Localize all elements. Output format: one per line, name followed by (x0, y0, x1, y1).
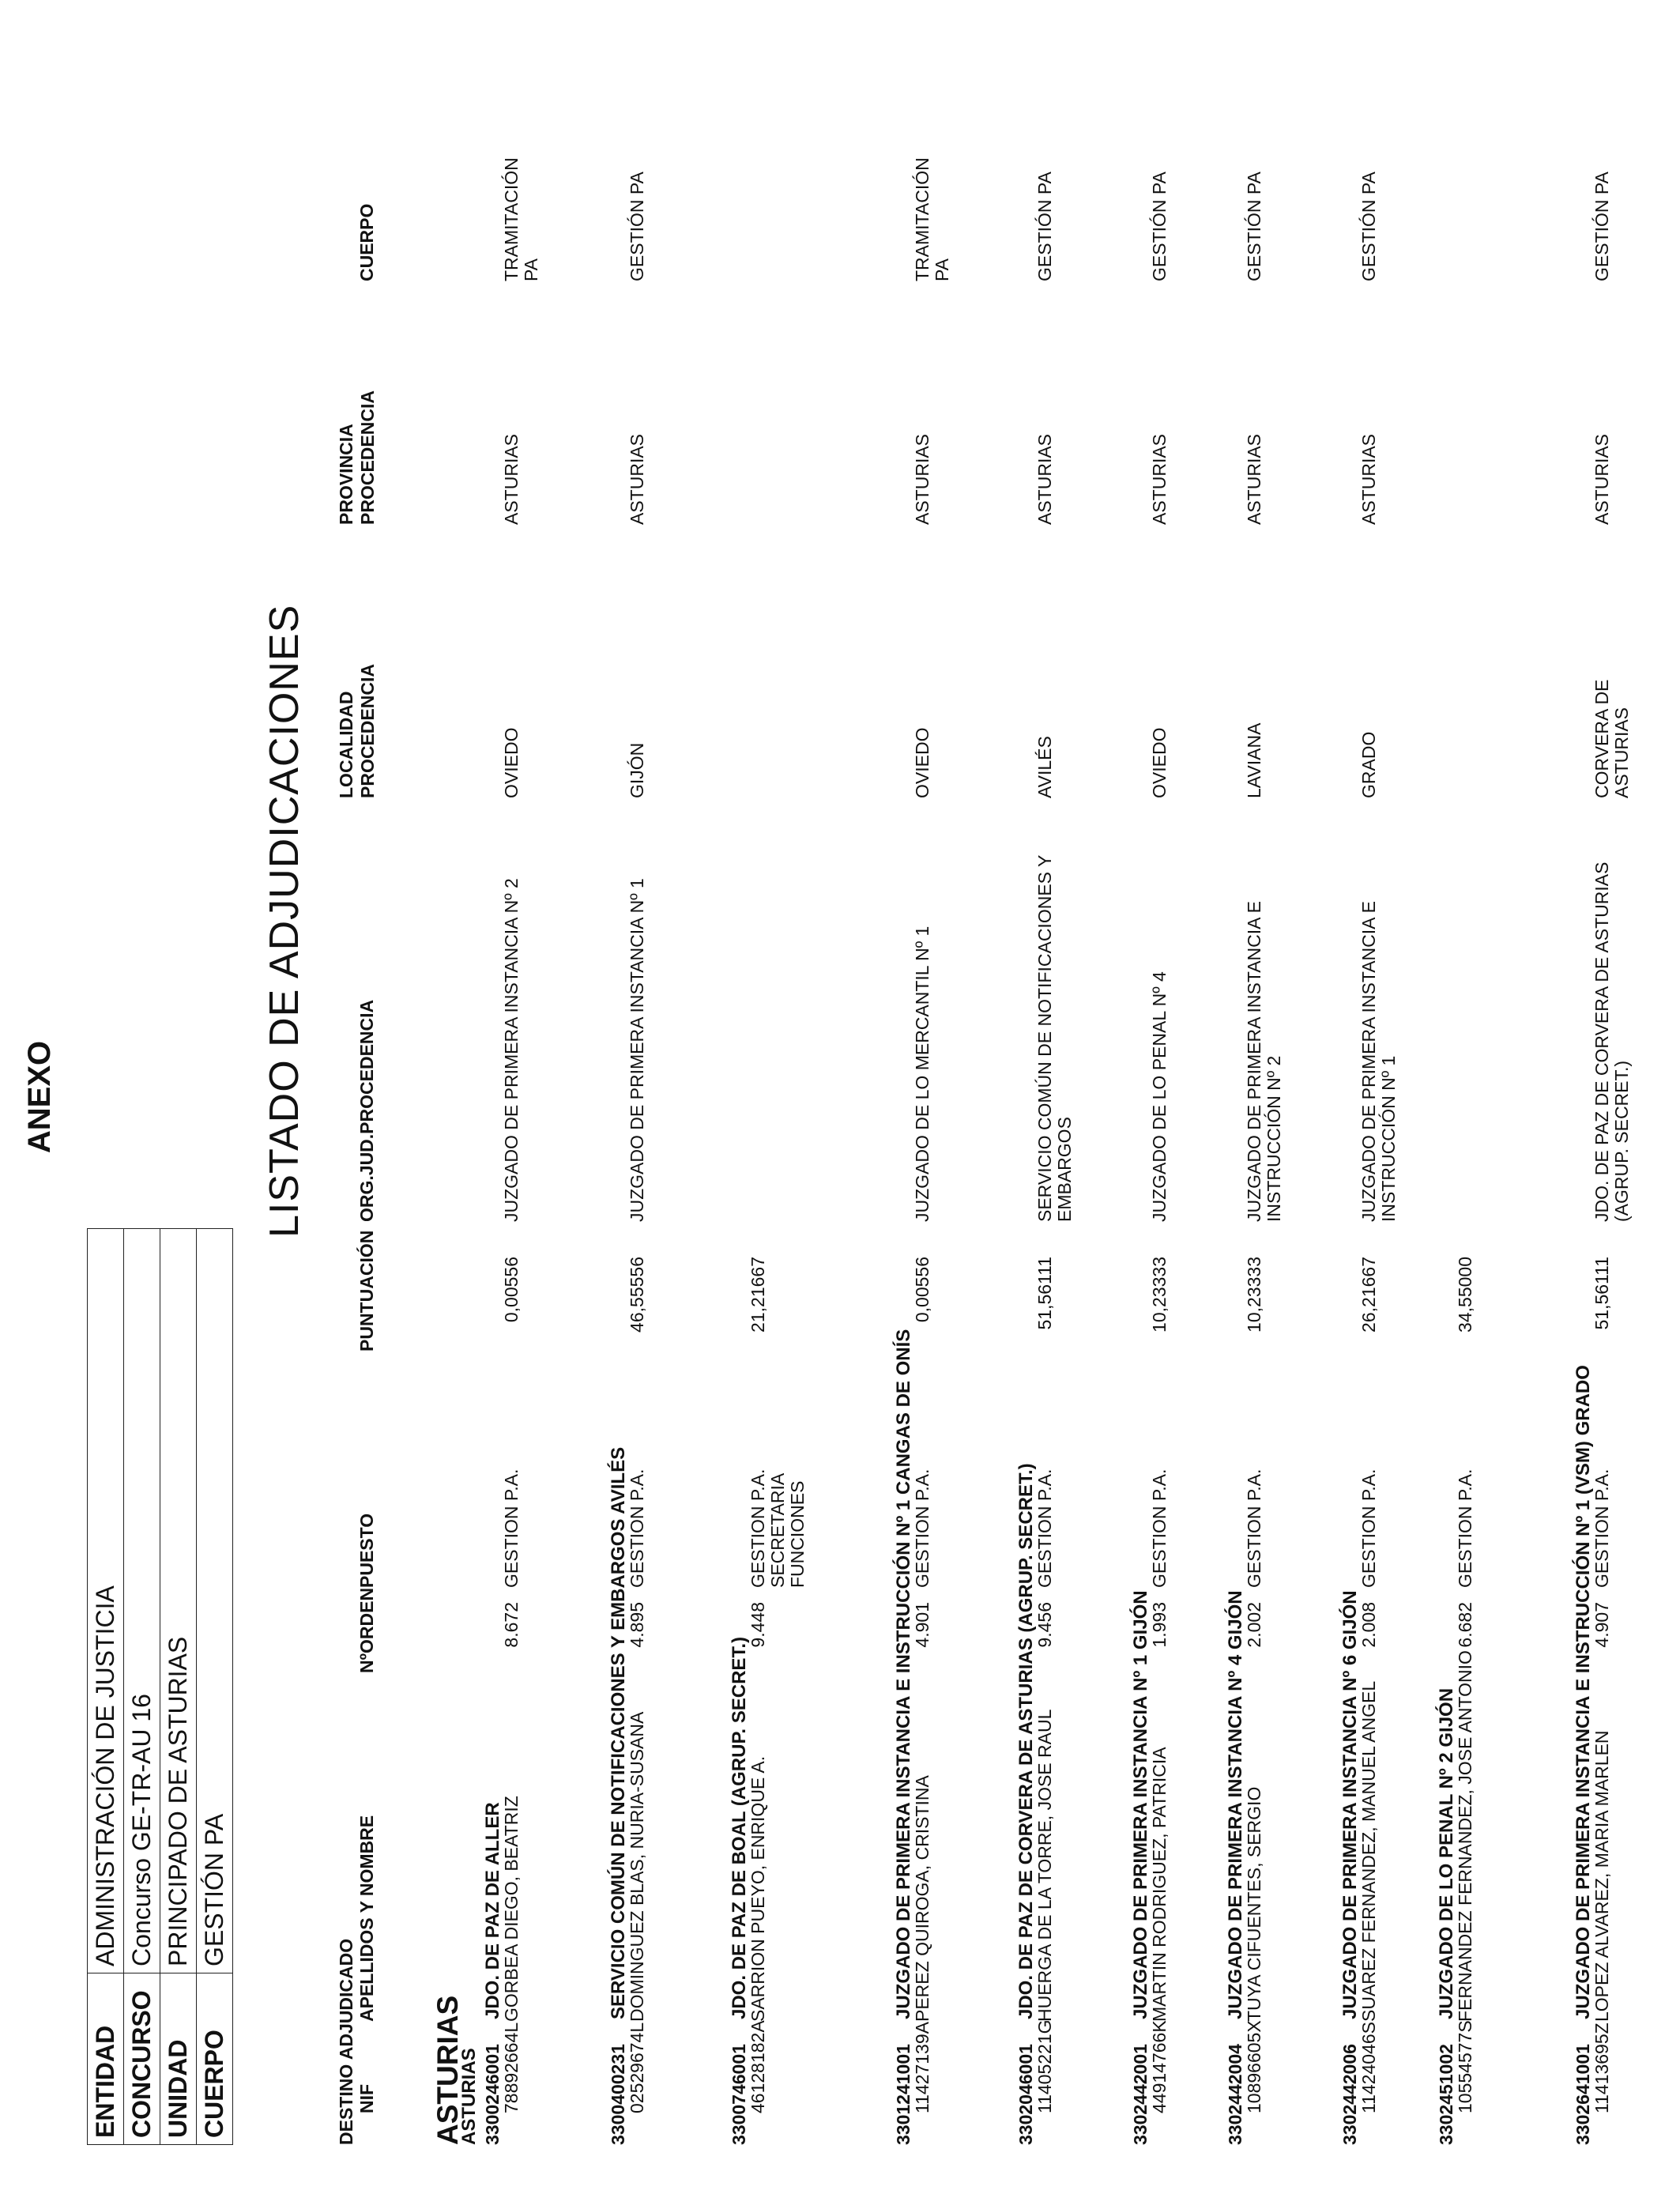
entry-provincia: ASTURIAS (912, 433, 932, 525)
info-value: PRINCIPADO DE ASTURIAS (160, 1229, 197, 1973)
info-row (197, 1229, 233, 2145)
entry-cuerpo: GESTIÓN PA (627, 172, 647, 281)
entry-nombre: MARTIN RODRIGUEZ, PATRICIA (1149, 1747, 1170, 2022)
entry-destino: JDO. DE PAZ DE CORVERA DE ASTURIAS (AGRUP. SECRET.) (1015, 1463, 1037, 2019)
entry-puntuacion: 46,55556 (627, 1257, 647, 1333)
entry-destino: SERVICIO COMÚN DE NOTIFICACIONES Y EMBARGOS AVILÉS (608, 1446, 629, 2019)
entry-code: 3300246001 (482, 2044, 503, 2145)
entry-code: 3302046001 (1015, 2044, 1036, 2145)
entry-cuerpo: GESTIÓN PA (1358, 172, 1379, 281)
entry-nombre: DOMINGUEZ BLAS, NURIA-SUSANA (627, 1711, 647, 2022)
entry-nombre: SUAREZ FERNANDEZ, MANUEL ANGEL (1358, 1680, 1379, 2022)
entry-puntuacion: 34,55000 (1455, 1257, 1475, 1333)
entry-org: JUZGADO DE PRIMERA INSTANCIA E INSTRUCCIÓN Nº 1 (1358, 901, 1399, 1222)
entry-org: JUZGADO DE PRIMERA INSTANCIA Nº 2 (501, 878, 522, 1222)
entry-puesto: GESTION P.A. (1244, 1468, 1264, 1588)
entry-cuerpo: GESTIÓN PA (1244, 172, 1264, 281)
entry-localidad: CORVERA DE ASTURIAS (1591, 679, 1632, 798)
entry-cuerpo: TRAMITACIÓN PA (912, 157, 952, 281)
header-nif: NIF (356, 2083, 377, 2113)
header-puesto: PUESTO (356, 1513, 377, 1588)
entry-provincia: ASTURIAS (627, 433, 647, 525)
subgroup-title: ASTURIAS (458, 2048, 480, 2145)
entry-localidad: GRADO (1358, 731, 1379, 798)
info-value: ADMINISTRACIÓN DE JUSTICIA (88, 1229, 124, 1973)
entry-localidad: AVILÉS (1034, 736, 1055, 798)
entry-localidad: OVIEDO (912, 727, 932, 798)
info-label: ENTIDAD (88, 1973, 124, 2145)
header-cuerpo: CUERPO (356, 203, 377, 281)
entry-puntuacion: 0,00556 (912, 1257, 932, 1323)
entry-puesto: GESTION P.A. (912, 1468, 932, 1588)
entry-nombre: SARRION PUEYO, ENRIQUE A. (748, 1755, 768, 2022)
entry-orden: 6.682 (1455, 1602, 1475, 1648)
entry-puntuacion: 51,56111 (1034, 1257, 1055, 1330)
info-label: CUERPO (197, 1973, 233, 2145)
entry-orden: 1.993 (1149, 1602, 1170, 1648)
entry-code: 3301241001 (893, 2044, 913, 2145)
header-localidad: LOCALIDAD PROCEDENCIA (336, 664, 378, 798)
entry-localidad: LAVIANA (1244, 722, 1264, 798)
entry-provincia: ASTURIAS (501, 433, 522, 525)
entry-puntuacion: 10,23333 (1149, 1257, 1170, 1333)
entry-cuerpo: GESTIÓN PA (1034, 172, 1055, 281)
info-table (87, 1228, 233, 2145)
entry-orden: 4.895 (627, 1602, 647, 1648)
entry-puesto: GESTION P.A. SECRETARIA FUNCIONES (748, 1468, 808, 1588)
entry-code: 3302442004 (1225, 2044, 1245, 2145)
entry-nif: 78892664L (501, 2022, 522, 2113)
entry-provincia: ASTURIAS (1591, 433, 1612, 525)
entry-cuerpo: GESTIÓN PA (1149, 172, 1170, 281)
entry-puesto: GESTION P.A. (1358, 1468, 1379, 1588)
entry-nif: 11427139A (912, 2022, 932, 2113)
entry-destino: JDO. DE PAZ DE ALLER (482, 1802, 503, 2019)
entry-orden: 2.008 (1358, 1602, 1379, 1648)
entry-puesto: GESTION P.A. (501, 1468, 522, 1588)
entry-org: JUZGADO DE LO MERCANTIL Nº 1 (912, 925, 932, 1222)
document-title: ANEXO (22, 1040, 57, 1154)
entry-destino: JUZGADO DE PRIMERA INSTANCIA E INSTRUCCIÓN Nº 1 CANGAS DE ONÍS (893, 1329, 914, 2019)
entry-destino: JUZGADO DE PRIMERA INSTANCIA Nº 1 GIJÓN (1130, 1590, 1151, 2019)
entry-destino: JUZGADO DE LO PENAL Nº 2 GIJÓN (1436, 1687, 1457, 2019)
entry-puntuacion: 0,00556 (501, 1257, 522, 1323)
entry-localidad: OVIEDO (501, 727, 522, 798)
group-title: ASTURIAS (431, 1995, 464, 2145)
entry-puntuacion: 26,21667 (1358, 1257, 1379, 1333)
entry-destino: JDO. DE PAZ DE BOAL (AGRUP. SECRET.) (729, 1636, 750, 2019)
entry-nif: 46128182A (748, 2020, 768, 2113)
entry-provincia: ASTURIAS (1149, 433, 1170, 525)
entry-cuerpo: GESTIÓN PA (1591, 172, 1612, 281)
entry-nif: 10554577S (1455, 2020, 1475, 2113)
entry-nif: 11424046S (1358, 2022, 1379, 2113)
entry-destino: JUZGADO DE PRIMERA INSTANCIA E INSTRUCCIÓN Nº 1 (VSM) GRADO (1573, 1365, 1594, 2019)
entry-orden: 9.456 (1034, 1602, 1055, 1648)
entry-code: 3302442001 (1130, 2044, 1151, 2145)
entry-localidad: OVIEDO (1149, 727, 1170, 798)
entry-puntuacion: 21,21667 (748, 1257, 768, 1333)
header-provincia: PROVINCIA PROCEDENCIA (336, 390, 378, 525)
entry-org: JDO. DE PAZ DE CORVERA DE ASTURIAS (AGRUP. SECRET.) (1591, 861, 1632, 1222)
entry-puesto: GESTION P.A. (1149, 1468, 1170, 1588)
entry-orden: 8.672 (501, 1602, 522, 1648)
header-norden: NºORDEN (356, 1587, 377, 1673)
entry-nif: 10896605X (1244, 2020, 1264, 2113)
entry-orden: 4.901 (912, 1602, 932, 1648)
header-apellidos: APELLIDOS Y NOMBRE (356, 1815, 377, 2022)
entry-nombre: PEREZ QUIROGA, CRISTINA (912, 1775, 932, 2022)
entry-code: 3300746001 (729, 2044, 749, 2145)
header-puntuacion: PUNTUACIÓN (356, 1230, 377, 1351)
info-value: Concurso GE-TR-AU 16 (124, 1229, 160, 1973)
entry-puesto: GESTION P.A. (627, 1468, 647, 1588)
entry-code: 3300400231 (608, 2044, 628, 2145)
entry-puntuacion: 51,56111 (1591, 1257, 1612, 1330)
entry-org: SERVICIO COMÚN DE NOTIFICACIONES Y EMBARGOS (1034, 855, 1075, 1222)
info-label: CONCURSO (124, 1973, 160, 2145)
info-row (88, 1229, 124, 2145)
entry-code: 3302451002 (1436, 2044, 1456, 2145)
entry-provincia: ASTURIAS (1034, 433, 1055, 525)
entry-puesto: GESTION P.A. (1034, 1468, 1055, 1588)
entry-org: JUZGADO DE PRIMERA INSTANCIA Nº 1 (627, 878, 647, 1222)
entry-orden: 2.002 (1244, 1602, 1264, 1648)
entry-cuerpo: TRAMITACIÓN PA (501, 157, 541, 281)
list-title: LISTADO DE ADJUDICACIONES (262, 604, 307, 1238)
entry-nif: 44914766K (1149, 2020, 1170, 2113)
entry-org: JUZGADO DE LO PENAL Nº 4 (1149, 971, 1170, 1222)
entry-orden: 4.907 (1591, 1602, 1612, 1648)
entry-nif: 02529674L (627, 2022, 647, 2113)
header-destino: DESTINO ADJUDICADO (336, 1938, 356, 2145)
entry-puesto: GESTION P.A. (1591, 1468, 1612, 1588)
entry-destino: JUZGADO DE PRIMERA INSTANCIA Nº 4 GIJÓN (1225, 1590, 1246, 2019)
info-label: UNIDAD (160, 1973, 197, 2145)
info-value: GESTIÓN PA (197, 1229, 233, 1973)
entry-puesto: GESTION P.A. (1455, 1468, 1475, 1588)
entry-code: 3302641001 (1573, 2044, 1593, 2145)
info-row (160, 1229, 197, 2145)
header-org: ORG.JUD.PROCEDENCIA (356, 999, 377, 1222)
entry-nif: 11413695Z (1591, 2022, 1612, 2113)
entry-destino: JUZGADO DE PRIMERA INSTANCIA Nº 6 GIJÓN (1339, 1590, 1361, 2019)
entry-localidad: GIJÓN (627, 742, 647, 798)
entry-org: JUZGADO DE PRIMERA INSTANCIA E INSTRUCCIÓN Nº 2 (1244, 901, 1284, 1222)
entry-nombre: TUYA CIFUENTES, SERGIO (1244, 1786, 1264, 2022)
entry-nombre: FERNANDEZ FERNANDEZ, JOSE ANTONIO (1455, 1650, 1475, 2022)
entry-orden: 9.448 (748, 1602, 768, 1648)
entry-nombre: LOPEZ ALVAREZ, MARIA MARLEN (1591, 1730, 1612, 2022)
entry-provincia: ASTURIAS (1358, 433, 1379, 525)
entry-nombre: HUERGA DE LA TORRE, JOSE RAUL (1034, 1709, 1055, 2022)
entry-nif: 11405221G (1034, 2019, 1055, 2113)
info-row (124, 1229, 160, 2145)
entry-provincia: ASTURIAS (1244, 433, 1264, 525)
entry-code: 3302442006 (1339, 2044, 1360, 2145)
entry-puntuacion: 10,23333 (1244, 1257, 1264, 1333)
entry-nombre: GORBEA DIEGO, BEATRIZ (501, 1796, 522, 2022)
